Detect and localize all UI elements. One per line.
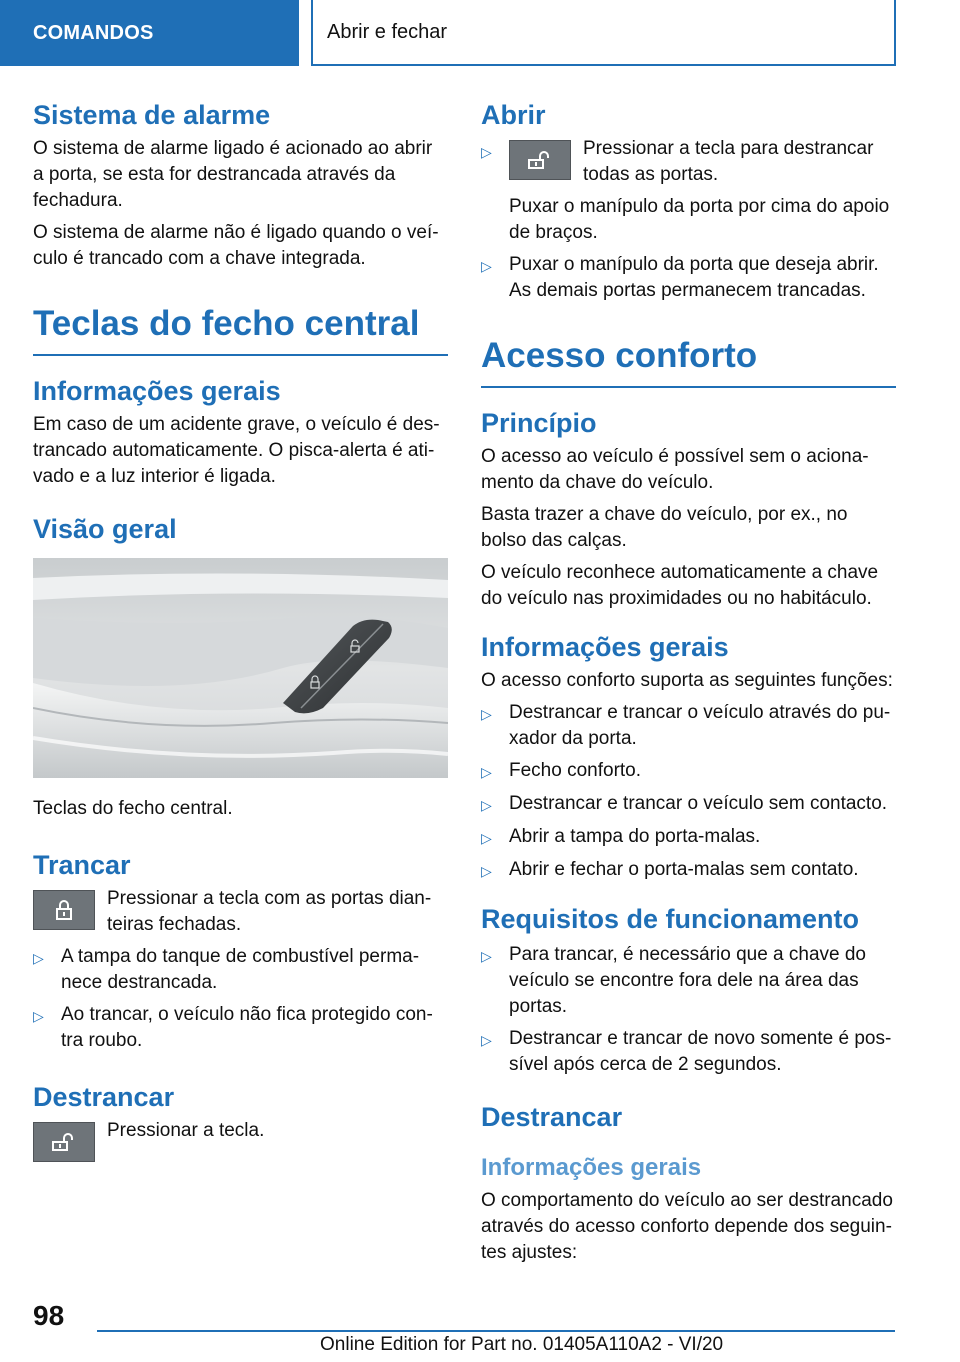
bullet-triangle-icon: ▷ (33, 950, 44, 966)
principle-paragraph-1: O acesso ao veículo é possível sem o acionamento da chave do veículo. (481, 446, 869, 493)
lock-heading: Trancar (33, 850, 131, 880)
comfort-unlock-heading: Destrancar (481, 1102, 623, 1132)
info-bullet-2 (481, 758, 896, 785)
requirements-heading: Requisitos de funcionamento (481, 904, 860, 934)
chapter-title: Abrir e fechar (311, 0, 896, 66)
open-bullet-1-text: Pressionar a tecla para destrancar todas as portas. (583, 138, 874, 185)
open-bullet-1-continuation: Puxar o manípulo da porta por cima do apoio de braços. (509, 196, 890, 243)
open-heading: Abrir (481, 100, 546, 130)
info-heading: Informações gerais (481, 632, 729, 662)
unlock-heading: Destrancar (33, 1082, 175, 1112)
section-tab: COMANDOS (0, 0, 299, 66)
info-bullet-text: Abrir e fechar o porta-malas sem contato. (509, 859, 859, 880)
bullet-triangle-icon: ▷ (481, 863, 492, 879)
unlock-button-icon (33, 1122, 95, 1162)
info-bullet-4 (481, 824, 896, 851)
central-locking-heading: Teclas do fecho central (33, 302, 448, 356)
general-info-paragraph: Em caso de um acidente grave, o veículo é destrancado automaticamente. O pisca-alerta é ativado e a luz interior é ligada. (33, 414, 440, 487)
open-bullet-1 (481, 140, 896, 246)
alarm-paragraph-1: O sistema de alarme ligado é acionado ao abrir a porta, se esta for destrancada através da fechadura. (33, 138, 433, 211)
bullet-triangle-icon: ▷ (481, 797, 492, 813)
bullet-triangle-icon: ▷ (481, 948, 492, 964)
unlock-button-icon (509, 140, 571, 180)
unlock-instruction (33, 1122, 448, 1162)
info-bullet-1 (481, 700, 896, 752)
bullet-triangle-icon: ▷ (33, 1008, 44, 1024)
bullet-triangle-icon: ▷ (481, 258, 492, 274)
left-column (33, 98, 448, 1162)
info-bullet-5 (481, 857, 896, 884)
lock-instruction (33, 890, 448, 938)
right-column (481, 98, 896, 1266)
general-info-heading: Informações gerais (33, 376, 281, 406)
principle-paragraph-3: O veículo reconhece automaticamente a chave do veículo nas proximidades ou no habitáculo. (481, 562, 879, 609)
bullet-triangle-icon: ▷ (481, 830, 492, 846)
lock-bullet-1 (33, 944, 448, 996)
req-bullet-text: Para trancar, é necessário que a chave do veículo se encontre fora dele na área das portas. (509, 944, 867, 1017)
unlock-text: Pressionar a tecla. (107, 1120, 265, 1141)
info-bullet-3 (481, 791, 896, 818)
page-number: 98 (33, 1300, 65, 1331)
open-bullet-2 (481, 252, 896, 304)
central-locking-buttons-photo (33, 558, 448, 778)
alarm-paragraph-2: O sistema de alarme não é ligado quando o veículo é trancado com a chave integrada. (33, 222, 439, 269)
req-bullet-2 (481, 1026, 896, 1078)
door-panel-illustration (33, 558, 448, 778)
overview-heading: Visão geral (33, 514, 177, 544)
req-bullet-1 (481, 942, 896, 1020)
comfort-unlock-subheading: Informações gerais (481, 1154, 702, 1181)
bullet-triangle-icon: ▷ (481, 764, 492, 780)
lock-button-icon (33, 890, 95, 930)
principle-paragraph-2: Basta trazer a chave do veículo, por ex., no bolso das calças. (481, 504, 848, 551)
bullet-triangle-icon: ▷ (481, 144, 492, 160)
lock-text: Pressionar a tecla com as portas dianteiras fechadas. (107, 888, 432, 935)
info-bullet-text: Destrancar e trancar o veículo através do puxador da porta. (509, 702, 891, 749)
info-bullet-text: Abrir a tampa do porta-malas. (509, 826, 761, 847)
image-caption: Teclas do fecho central. (33, 798, 233, 819)
lock-bullet-2 (33, 1002, 448, 1054)
open-bullet-2-text: Puxar o manípulo da porta que deseja abrir. As demais portas permanecem trancadas. (509, 254, 879, 301)
comfort-unlock-paragraph: O comportamento do veículo ao ser destrancado através do acesso conforto depende dos seguintes ajustes: (481, 1190, 893, 1263)
principle-heading: Princípio (481, 408, 597, 438)
alarm-heading: Sistema de alarme (33, 100, 271, 130)
lock-bullet-text: A tampa do tanque de combustível permanece destrancada. (61, 946, 420, 993)
info-paragraph: O acesso conforto suporta as seguintes funções: (481, 670, 893, 691)
bullet-triangle-icon: ▷ (481, 1032, 492, 1048)
footer-edition: Online Edition for Part no. 01405A110A2 - VI/20 (320, 1334, 724, 1355)
comfort-access-heading: Acesso conforto (481, 334, 896, 388)
footer-rule (97, 1330, 895, 1332)
info-bullet-text: Destrancar e trancar o veículo sem contacto. (509, 793, 888, 814)
req-bullet-text: Destrancar e trancar de novo somente é possível após cerca de 2 segundos. (509, 1028, 892, 1075)
lock-bullet-text: Ao trancar, o veículo não fica protegido contra roubo. (61, 1004, 433, 1051)
bullet-triangle-icon: ▷ (481, 706, 492, 722)
info-bullet-text: Fecho conforto. (509, 760, 642, 781)
